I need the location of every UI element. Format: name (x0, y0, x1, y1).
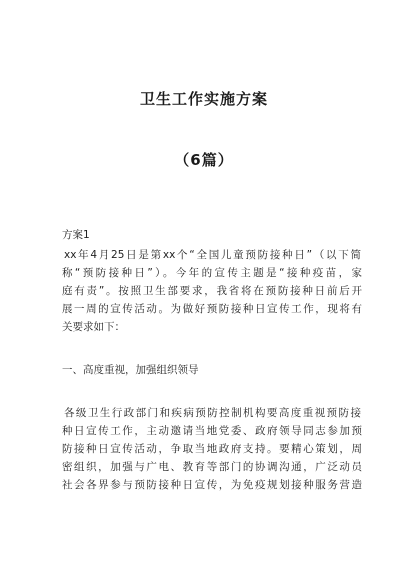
intro-line: 展一周的宣传活动。为做好预防接种日宣传工作，现将有 (62, 303, 362, 315)
plan-label: 方案1 (62, 229, 90, 241)
section-line: 密组织，加强与广电、教育等部门的协调沟通，广泛动员 (62, 461, 362, 473)
intro-line: 关要求如下： (62, 321, 125, 333)
section-heading: 一、高度重视，加强组织领导 (62, 364, 199, 376)
intro-line: 庭有责”。按照卫生部要求，我省将在预防接种日前后开 (62, 285, 362, 297)
section-line: 防接种日宣传活动，争取当地政府支持。要精心策划，周 (62, 443, 362, 455)
document-subtitle: （6篇） (174, 151, 234, 169)
document-title: 卫生工作实施方案 (139, 90, 268, 108)
intro-line: 称“预防接种日”）。今年的宣传主题是“接种疫苗，家 (62, 267, 362, 279)
section-line: 种日宣传工作，主动邀请当地党委、政府领导同志参加预 (62, 425, 362, 437)
intro-line: xx年4月25日是第xx个“全国儿童预防接种日”（以下简 (64, 249, 361, 261)
section-line: 社会各界参与预防接种日宣传，为免疫规划接种服务营造 (62, 479, 362, 491)
section-line: 各级卫生行政部门和疾病预防控制机构要高度重视预防接 (64, 407, 361, 419)
